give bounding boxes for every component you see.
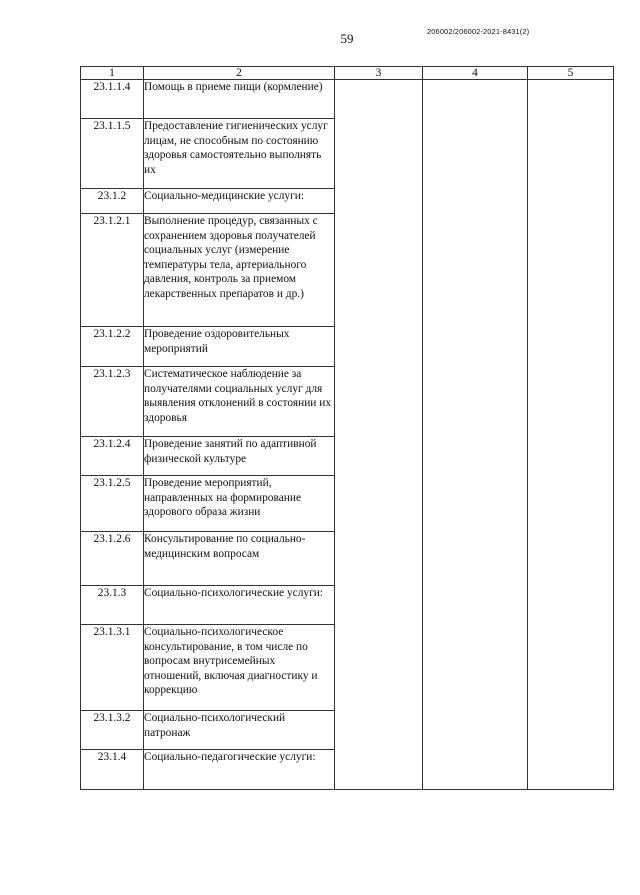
service-name: Консультирование по социально-медицинским вопросам: [144, 532, 335, 586]
table-row: [81, 80, 614, 119]
service-name: Помощь в приеме пищи (кормление): [144, 80, 335, 119]
column-header-3: 3: [335, 67, 423, 80]
page-number: 59: [340, 31, 354, 46]
row-number: 23.1.1.5: [81, 119, 144, 189]
service-name: Выполнение процедур, связанных с сохранением здоровья получателей социальных услуг (измерение температуры тела, артериального давления, контроль за приемом лекарственных препаратов и др.): [144, 214, 335, 327]
services-table: [80, 66, 614, 790]
service-name: Проведение занятий по адаптивной физической культуре: [144, 437, 335, 476]
service-name: Проведение мероприятий, направленных на формирование здорового образа жизни: [144, 476, 335, 532]
service-name: Систематическое наблюдение за получателями социальных услуг для выявления отклонений в состоянии их здоровья: [144, 367, 335, 437]
row-number: 23.1.3.2: [81, 711, 144, 750]
column-4-cell: [423, 80, 528, 790]
row-number: 23.1.2.6: [81, 532, 144, 586]
service-name: Проведение оздоровительных мероприятий: [144, 327, 335, 367]
service-name: Социально-педагогические услуги:: [144, 750, 335, 790]
column-header-1: 1: [81, 67, 144, 80]
service-name: Социально-психологические услуги:: [144, 586, 335, 625]
row-number: 23.1.2.4: [81, 437, 144, 476]
row-number: 23.1.2.1: [81, 214, 144, 327]
row-number: 23.1.4: [81, 750, 144, 790]
column-header-5: 5: [528, 67, 614, 80]
service-name: Социально-медицинские услуги:: [144, 189, 335, 214]
row-number: 23.1.2.5: [81, 476, 144, 532]
service-name: Социально-психологический патронаж: [144, 711, 335, 750]
row-number: 23.1.2.2: [81, 327, 144, 367]
table-header-row: [81, 67, 614, 80]
column-5-cell: [528, 80, 614, 790]
row-number: 23.1.3.1: [81, 625, 144, 711]
column-header-2: 2: [144, 67, 335, 80]
service-name: Предоставление гигиенических услуг лицам, не способным по состоянию здоровья самостоятельно выполнять их: [144, 119, 335, 189]
row-number: 23.1.2: [81, 189, 144, 214]
document-code: 206002/206002-2021-8431(2): [427, 27, 530, 36]
row-number: 23.1.2.3: [81, 367, 144, 437]
row-number: 23.1.3: [81, 586, 144, 625]
service-name: Социально-психологическое консультирование, в том числе по вопросам внутрисемейных отношений, включая диагностику и коррекцию: [144, 625, 335, 711]
column-3-cell: [335, 80, 423, 790]
row-number: 23.1.1.4: [81, 80, 144, 119]
column-header-4: 4: [423, 67, 528, 80]
